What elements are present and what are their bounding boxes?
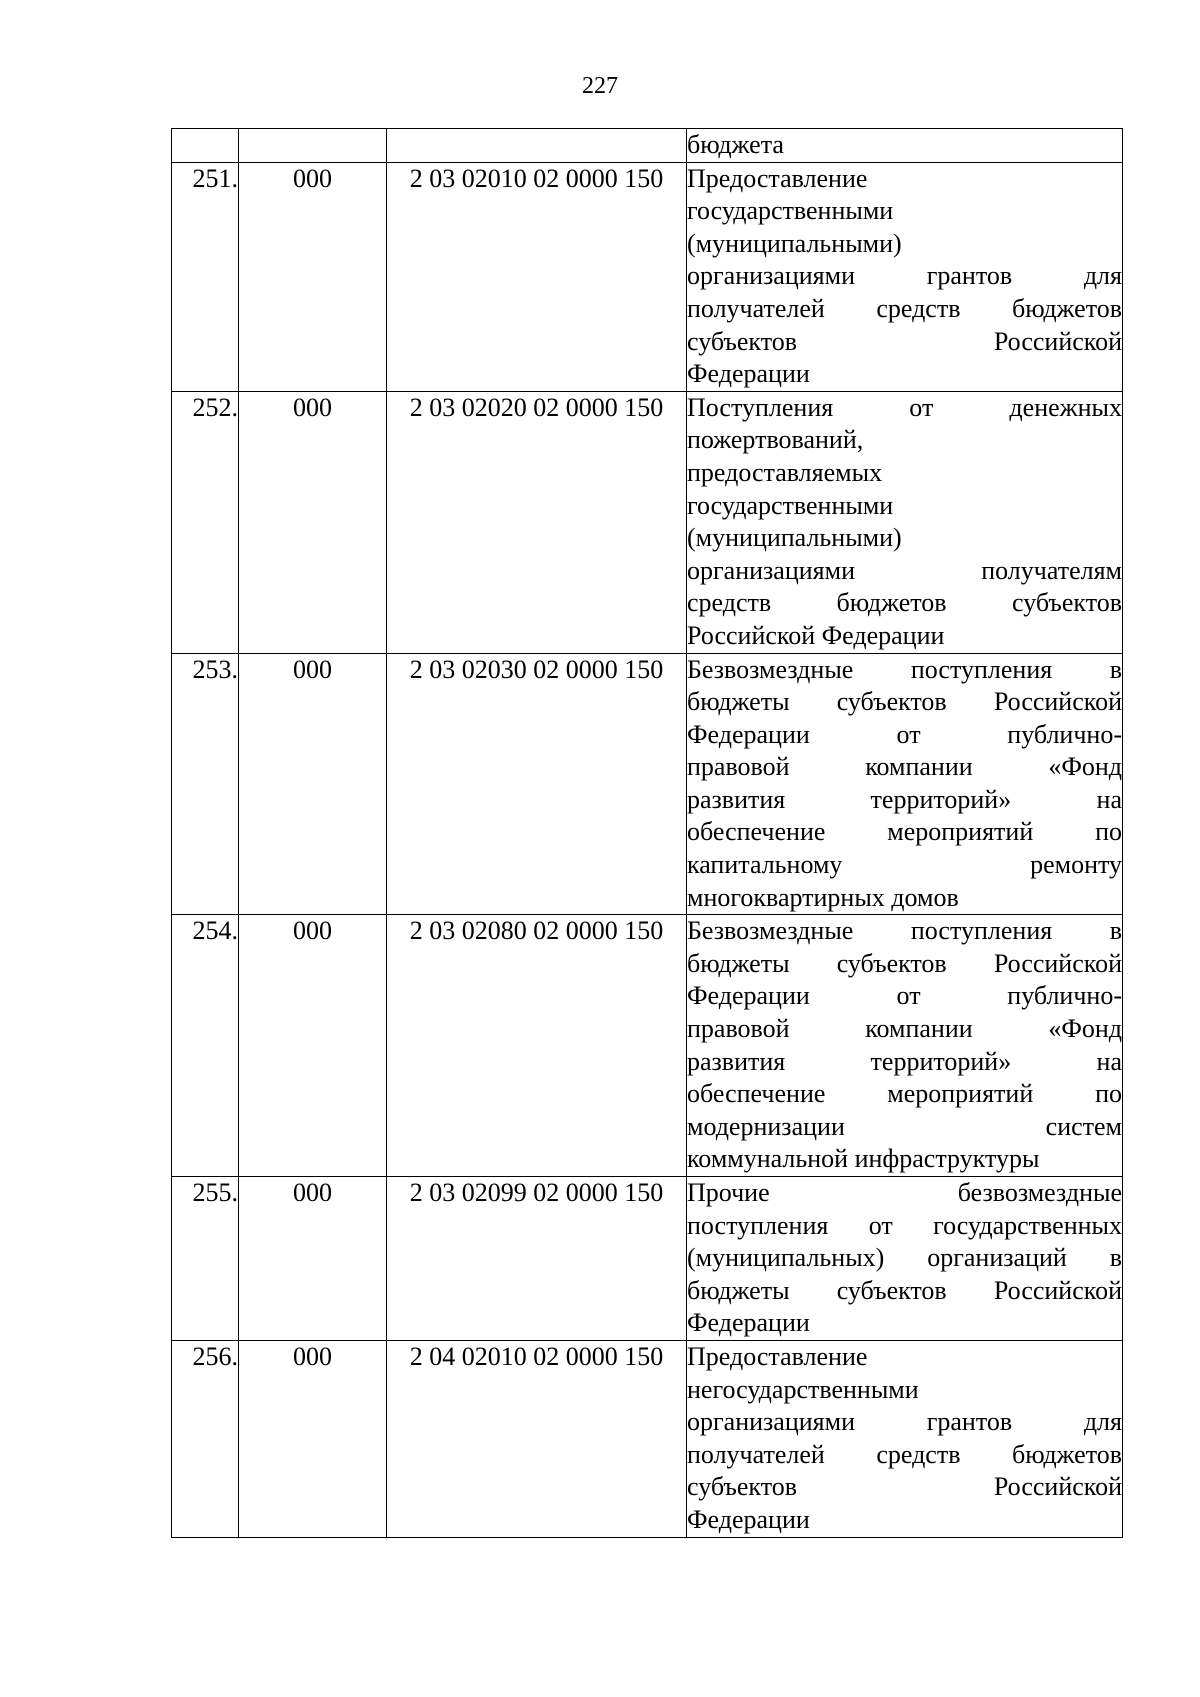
admin-code-cell <box>239 129 387 163</box>
table-row <box>172 915 1123 1177</box>
name-line: коммунальной инфраструктуры <box>687 1144 1040 1174</box>
name-line: бюджеты субъектов Российской <box>687 687 1122 717</box>
page-number: 227 <box>582 73 618 99</box>
admin-code: 000 <box>239 653 387 915</box>
row-number: 255. <box>172 1177 239 1341</box>
name-line: государственными <box>687 196 894 226</box>
name-line: Безвозмездные поступления в <box>687 654 1122 684</box>
budget-code: 2 04 02010 02 0000 150 <box>387 1340 687 1537</box>
name-line: бюджеты субъектов Российской <box>687 1275 1122 1305</box>
name-line: многоквартирных домов <box>687 882 959 912</box>
budget-code-cell <box>387 129 687 163</box>
name-line: развития территорий» на <box>687 1046 1122 1076</box>
name-line: Предоставление <box>687 1341 868 1371</box>
revenue-name <box>687 915 1123 1177</box>
name-line: Федерации от публично- <box>687 719 1122 749</box>
revenue-name <box>687 162 1123 391</box>
table-body <box>172 129 1123 1538</box>
budget-code: 2 03 02010 02 0000 150 <box>387 162 687 391</box>
table-row <box>172 391 1123 653</box>
continuation-row <box>172 129 1123 163</box>
name-line: Поступления от денежных <box>687 392 1122 422</box>
name-line: получателей средств бюджетов <box>687 1439 1122 1469</box>
admin-code: 000 <box>239 391 387 653</box>
name-line: пожертвований, <box>687 425 864 455</box>
table-row <box>172 1177 1123 1341</box>
name-line: средств бюджетов субъектов <box>687 588 1122 618</box>
name-line: получателей средств бюджетов <box>687 293 1122 323</box>
admin-code: 000 <box>239 915 387 1177</box>
name-line: Федерации <box>687 1504 810 1534</box>
name-line: обеспечение мероприятий по <box>687 1079 1122 1109</box>
name-line: Федерации от публично- <box>687 981 1122 1011</box>
name-line: Прочие безвозмездные <box>687 1178 1122 1207</box>
budget-classification-table <box>171 128 1123 1538</box>
name-line: правовой компании «Фонд <box>687 752 1122 782</box>
table-row <box>172 653 1123 915</box>
name-line: государственными <box>687 490 894 520</box>
budget-code: 2 03 02080 02 0000 150 <box>387 915 687 1177</box>
name-line: (муниципальными) <box>687 523 902 553</box>
name-line: правовой компании «Фонд <box>687 1014 1122 1044</box>
name-line: Предоставление <box>687 163 868 193</box>
name-line: поступления от государственных <box>687 1210 1122 1240</box>
name-line: негосударственными <box>687 1374 919 1404</box>
name-line: бюджета <box>687 130 784 159</box>
name-line: развития территорий» на <box>687 784 1122 814</box>
name-line: субъектов Российской <box>687 1472 1122 1502</box>
row-number-cell <box>172 129 239 163</box>
revenue-name <box>687 1177 1123 1341</box>
name-line: организациями получателям <box>687 555 1122 585</box>
name-line: (муниципальными) <box>687 228 902 258</box>
revenue-name <box>687 1340 1123 1537</box>
name-line: субъектов Российской <box>687 326 1122 356</box>
name-line: бюджеты субъектов Российской <box>687 948 1122 978</box>
name-line: Российской Федерации <box>687 620 945 650</box>
budget-code: 2 03 02030 02 0000 150 <box>387 653 687 915</box>
row-number: 254. <box>172 915 239 1177</box>
name-line: предоставляемых <box>687 457 883 487</box>
name-line: (муниципальных) организаций в <box>687 1243 1122 1273</box>
name-line: капитальному ремонту <box>687 850 1122 880</box>
table-row <box>172 1340 1123 1537</box>
budget-code: 2 03 02020 02 0000 150 <box>387 391 687 653</box>
revenue-name <box>687 391 1123 653</box>
name-line: организациями грантов для <box>687 261 1122 291</box>
budget-code: 2 03 02099 02 0000 150 <box>387 1177 687 1341</box>
name-line: обеспечение мероприятий по <box>687 817 1122 847</box>
row-number: 251. <box>172 162 239 391</box>
name-line: Федерации <box>687 1308 810 1338</box>
row-number: 252. <box>172 391 239 653</box>
revenue-name <box>687 653 1123 915</box>
name-line: Безвозмездные поступления в <box>687 916 1122 946</box>
table-row <box>172 162 1123 391</box>
row-number: 253. <box>172 653 239 915</box>
admin-code: 000 <box>239 1177 387 1341</box>
admin-code: 000 <box>239 162 387 391</box>
row-number: 256. <box>172 1340 239 1537</box>
continuation-text <box>687 129 1123 163</box>
admin-code: 000 <box>239 1340 387 1537</box>
name-line: организациями грантов для <box>687 1407 1122 1437</box>
name-line: Федерации <box>687 359 810 389</box>
name-line: модернизации систем <box>687 1111 1122 1141</box>
